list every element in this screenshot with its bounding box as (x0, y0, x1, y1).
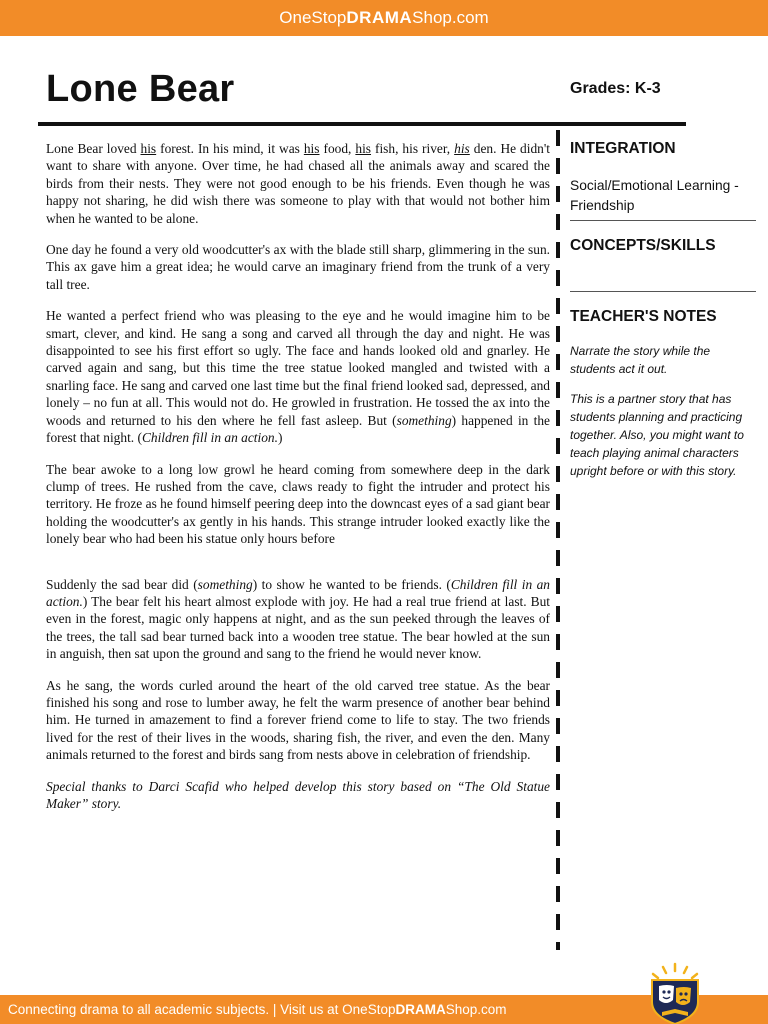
teacher-note-1: Narrate the story while the students act it out. (570, 344, 711, 376)
footer-tagline: Connecting drama to all academic subjects. | Visit us at OneStop (8, 1002, 396, 1017)
teacher-note-2: This is a partner story that has students planning and practicing together. Also, you might want to teach playing animal characters upright before or with this story. (570, 392, 744, 478)
footer-brand-suffix: Shop.com (445, 1002, 507, 1017)
sidebar-divider (570, 291, 756, 292)
story-paragraph-6: As he sang, the words curled around the heart of the old carved tree statue. As the bear finished his song and rose to lumber away, he felt the warm presence of another bear behind him. He turned in amazement to find a forever friend come to life to stay. The two friends lived for the rest of their lives in the woods, sharing fish, the river, and even the den. Many animals returned to the forest and birds sang from nests above in celebration of friendship. (46, 677, 550, 763)
story-paragraph-1: Lone Bear loved his forest. In his mind, it was his food, his fish, his river, his den. He didn't want to share with anyone. Over time, he had chased all the animals away and scared the birds from their nests. They were not good enough to be his friends. Even though he was happy not sharing, he did wish there was someone to play with that would not bother him when he wanted to be alone. (46, 141, 550, 226)
header-brand-prefix: OneStop (279, 8, 347, 27)
integration-heading: INTEGRATION (570, 140, 676, 157)
grades-label: Grades: K-3 (570, 80, 661, 97)
sidebar (570, 140, 756, 480)
header-brand-bar[interactable] (0, 0, 768, 36)
header-brand-suffix: Shop.com (412, 8, 489, 27)
page-title: Lone Bear (46, 68, 235, 110)
story-paragraph-5: Suddenly the sad bear did (something) to show he wanted to be friends. (Children fill in an action.) The bear felt his heart almost explode with joy. He had a real true friend at last. But even in the forest, magic only happens at night, and as the sun peeked through the leaves of the trees, the tall sad bear turned back into a wooden tree statue. The bear howled at the sun in anguish, then sat upon the ground and sang to the friend he would never know. (46, 576, 550, 662)
story-paragraph-3: He wanted a perfect friend who was pleasing to the eye and he would imagine him to be smart, clever, and kind. He sang a song and carved all through the day and night. He was disappointed to see his first effort so ugly. The face and hands looked old and gnarley. He carved again and sang, but this time the tree statue looked mangled and twisted with a snarling face. He sang and carved one last time but the final friend looked sad, depressed, and lonely – no fun at all. This would not do. He growled in frustration. He tossed the ax into the woods and returned to his den where he fell fast asleep. But (something) happened in the forest that night. (Children fill in an action.) (46, 308, 550, 446)
story-paragraph-2: One day he found a very old woodcutter's ax with the blade still sharp, glimmering in the sun. This ax gave him a great idea; he would carve an imaginary friend from the trunk of a very tall tree. (46, 242, 550, 292)
header-brand-bold: DRAMA (346, 8, 413, 27)
footer-brand-bold: DRAMA (395, 1002, 446, 1017)
sidebar-divider (570, 220, 756, 221)
story-body (46, 140, 550, 826)
concepts-heading: CONCEPTS/SKILLS (570, 237, 716, 254)
dashed-column-divider (556, 130, 560, 950)
drama-masks-shield-icon (644, 962, 706, 1024)
teachers-notes-heading: TEACHER'S NOTES (570, 308, 717, 325)
title-divider (38, 122, 686, 126)
story-paragraph-4: The bear awoke to a long low growl he heard coming from somewhere deep in the dark clump of trees. He rushed from the cave, claws ready to fight the intruder and protect his territory. He froze as he found himself peering deep into the downcast eyes of a sad giant bear holding the woodcutter's ax gently in his hands. This strange intruder looked exactly like the lonely bear who had been his statue only hours before (46, 461, 550, 547)
integration-text: Social/Emotional Learning - Friendship (570, 178, 739, 213)
special-thanks: Special thanks to Darci Scafid who helped develop this story based on “The Old Statue Maker” story. (46, 778, 550, 811)
